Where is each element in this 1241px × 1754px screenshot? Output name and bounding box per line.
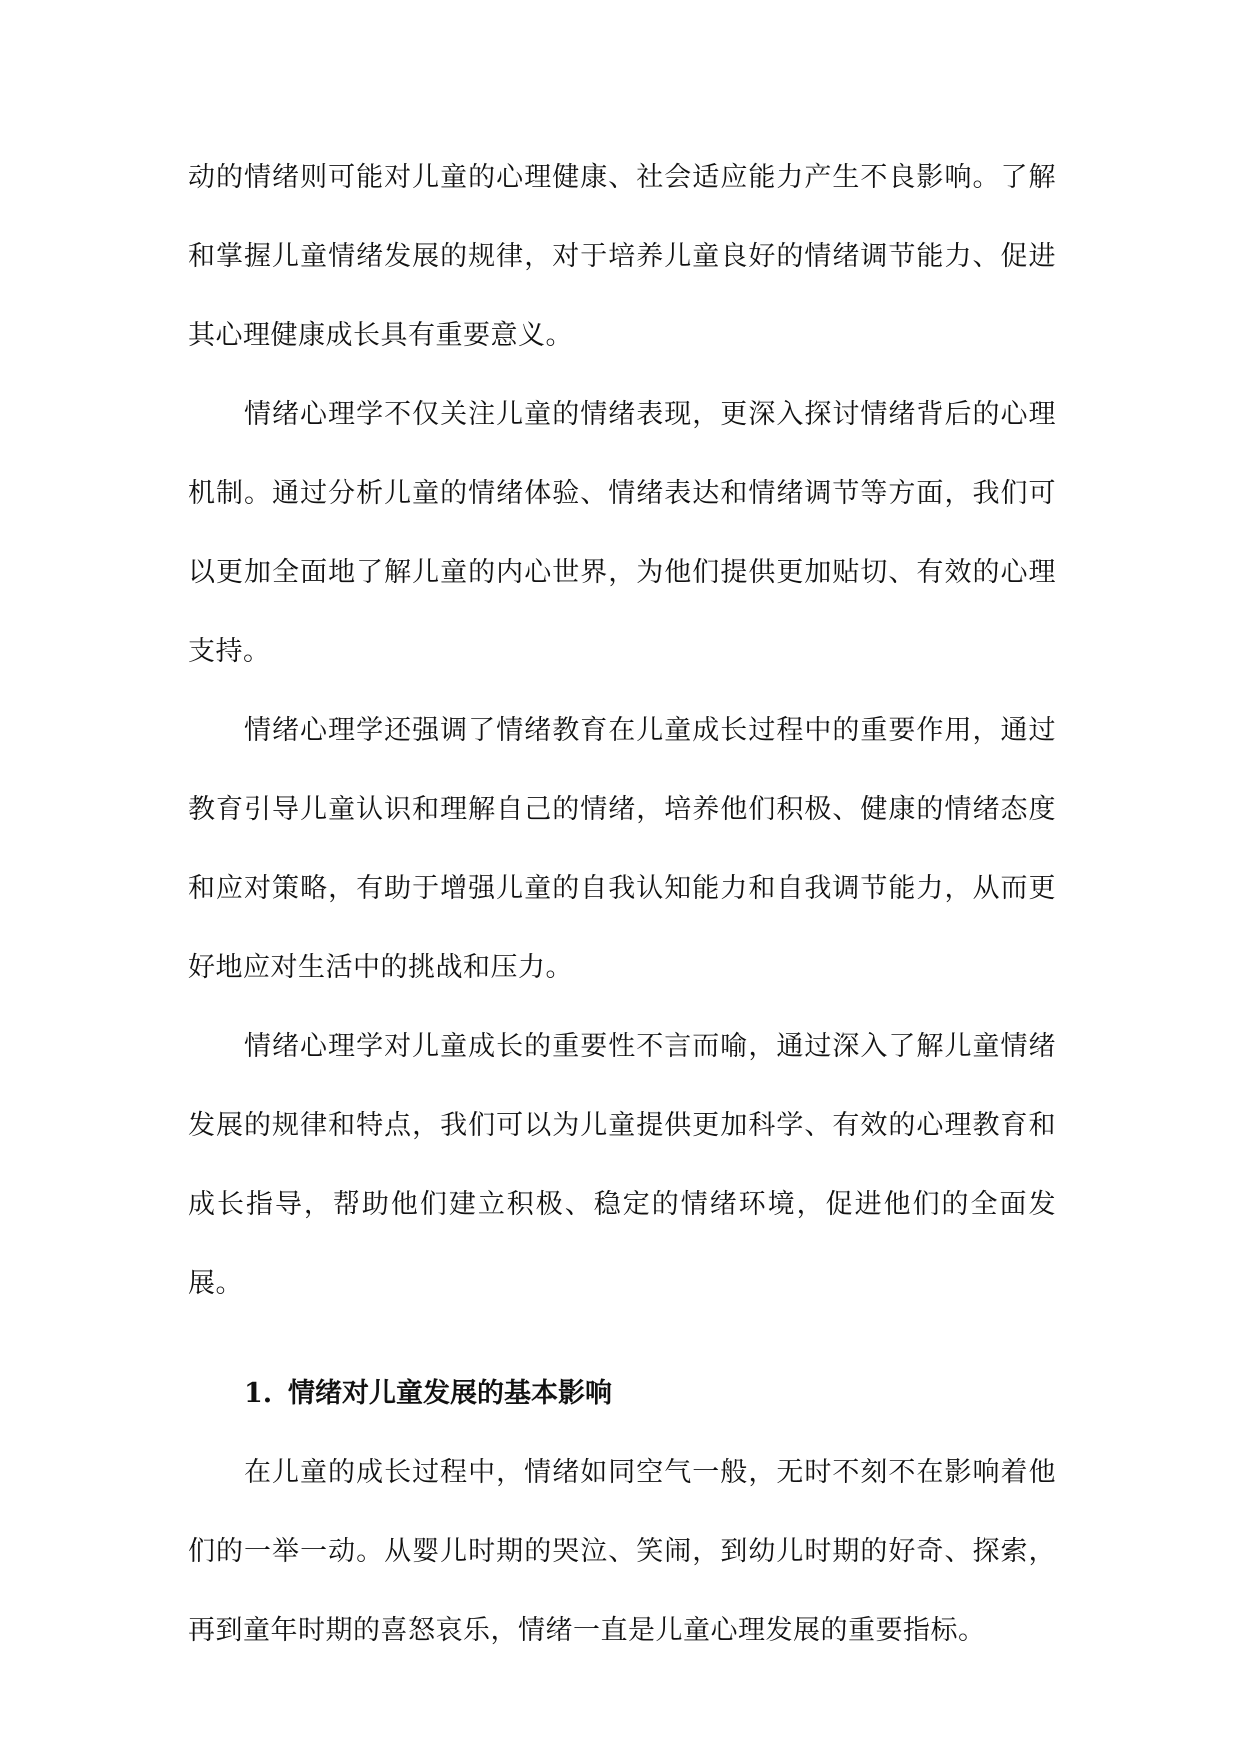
paragraph-psychological-mechanism: 情绪心理学不仅关注儿童的情绪表现，更深入探讨情绪背后的心理机制。通过分析儿童的情绪体验、情绪表达和情绪调节等方面，我们可以更加全面地了解儿童的内心世界，为他们提供更加贴切、有效的心理支持。 [188,399,1056,667]
document-body [188,138,1056,1670]
section-heading-title: 情绪对儿童发展的基本影响 [288,1378,612,1409]
paragraph-basic-influence: 在儿童的成长过程中，情绪如同空气一般，无时不刻不在影响着他们的一举一动。从婴儿时期的哭泣、笑闹，到幼儿时期的好奇、探索，再到童年时期的喜怒哀乐，情绪一直是儿童心理发展的重要指标。 [188,1457,1056,1646]
section-heading [188,1354,1056,1433]
paragraph-emotional-education: 情绪心理学还强调了情绪教育在儿童成长过程中的重要作用，通过教育引导儿童认识和理解自己的情绪，培养他们积极、健康的情绪态度和应对策略，有助于增强儿童的自我认知能力和自我调节能力，从而更好地应对生活中的挑战和压力。 [188,715,1056,983]
paragraph-importance: 情绪心理学对儿童成长的重要性不言而喻，通过深入了解儿童情绪发展的规律和特点，我们可以为儿童提供更加科学、有效的心理教育和成长指导，帮助他们建立积极、稳定的情绪环境，促进他们的全面发展。 [188,1031,1056,1299]
section-heading-number: 1. [244,1378,273,1409]
paragraph-continued: 动的情绪则可能对儿童的心理健康、社会适应能力产生不良影响。了解和掌握儿童情绪发展的规律，对于培养儿童良好的情绪调节能力、促进其心理健康成长具有重要意义。 [188,162,1056,351]
